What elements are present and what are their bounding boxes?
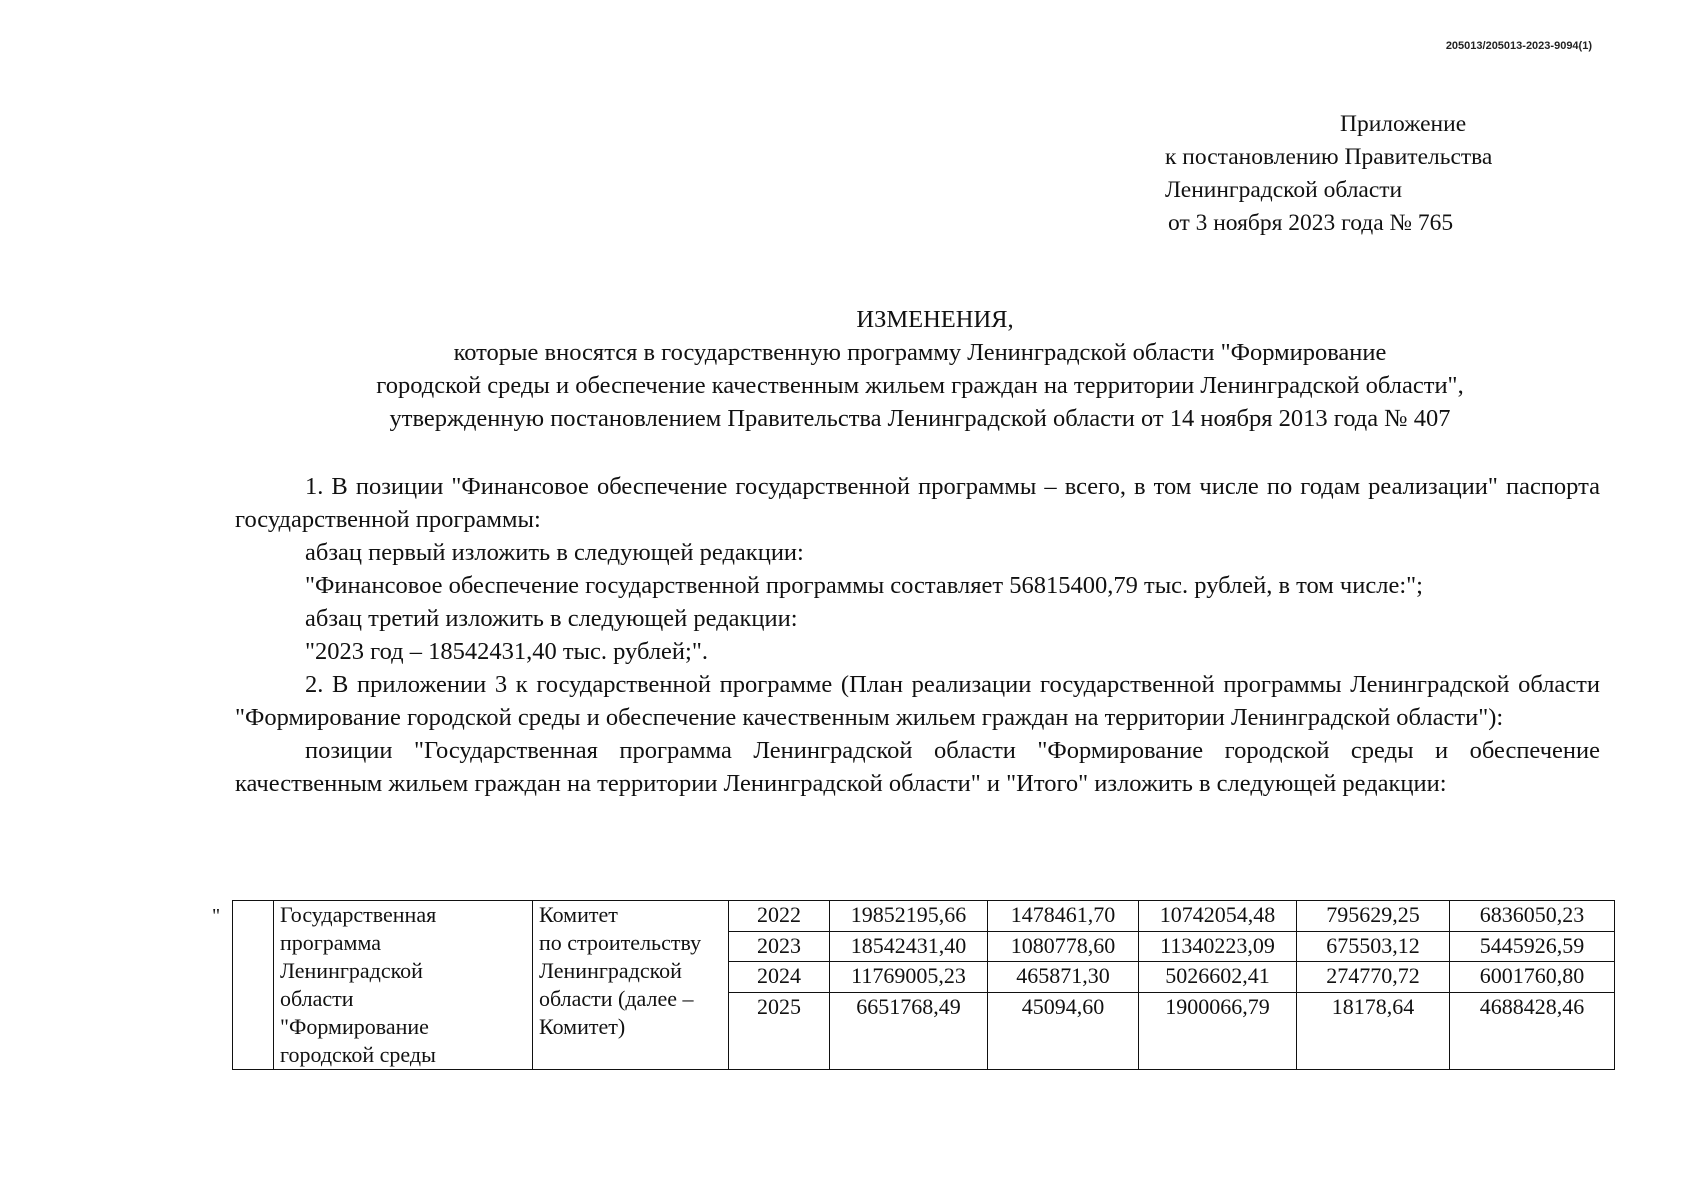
- heading-title: ИЗМЕНЕНИЯ,: [856, 306, 1014, 333]
- org-line: области (далее –: [539, 986, 694, 1011]
- table-cell-total: 6651768,49: [830, 993, 988, 1070]
- table-cell-value: 465871,30: [988, 962, 1139, 993]
- appendix-block: [1165, 108, 1492, 240]
- table-cell-total: 19852195,66: [830, 901, 988, 932]
- table-cell-value: 6836050,23: [1450, 901, 1615, 932]
- paragraph-5: "2023 год – 18542431,40 тыс. рублей;".: [305, 638, 708, 665]
- document-heading: [230, 303, 1610, 435]
- appendix-line: Приложение: [1340, 111, 1467, 137]
- heading-line: утвержденную постановлением Правительства Ленинградской области от 14 ноября 2013 года № 407: [389, 405, 1451, 432]
- table-cell-value: 5026602,41: [1139, 962, 1297, 993]
- program-name-line: Государственная: [280, 902, 437, 927]
- org-line: Ленинградской: [539, 958, 682, 983]
- program-name-line: Ленинградской: [280, 958, 423, 983]
- table-cell-value: 18178,64: [1297, 993, 1450, 1070]
- table-cell-value: 274770,72: [1297, 962, 1450, 993]
- paragraph-3: "Финансовое обеспечение государственной программы составляет 56815400,79 тыс. рублей, в том числе:";: [305, 572, 1423, 599]
- table-cell-value: 4688428,46: [1450, 993, 1615, 1070]
- table-row: [233, 901, 1615, 932]
- table-cell-program-name: [274, 901, 533, 1070]
- appendix-line: к постановлению Правительства: [1165, 144, 1493, 170]
- heading-line: которые вносятся в государственную программу Ленинградской области "Формирование: [453, 339, 1387, 366]
- table-cell-value: 11340223,09: [1139, 931, 1297, 962]
- table-cell-total: 11769005,23: [830, 962, 988, 993]
- table-cell-value: 10742054,48: [1139, 901, 1297, 932]
- table-cell-value: 5445926,59: [1450, 931, 1615, 962]
- heading-line: городской среды и обеспечение качественным жильем граждан на территории Ленинградской области",: [376, 372, 1464, 399]
- table-cell-value: 795629,25: [1297, 901, 1450, 932]
- document-body: [235, 470, 1600, 800]
- table-cell-empty: [233, 901, 274, 1070]
- paragraph-6: 2. В приложении 3 к государственной программе (План реализации государственной программы Ленинградской области "Формирование городской среды и обеспечение качественным жильем граждан на территории Ленинградской области"):: [235, 671, 1600, 731]
- table-cell-year: 2023: [729, 931, 830, 962]
- table-cell-value: 1478461,70: [988, 901, 1139, 932]
- program-name-line: области: [280, 986, 354, 1011]
- paragraph-1: 1. В позиции "Финансовое обеспечение государственной программы – всего, в том числе по годам реализации" паспорта государственной программы:: [235, 473, 1600, 533]
- paragraph-2: абзац первый изложить в следующей редакции:: [305, 539, 804, 566]
- table-cell-year: 2025: [729, 993, 830, 1070]
- table-cell-value: 675503,12: [1297, 931, 1450, 962]
- table-cell-year: 2024: [729, 962, 830, 993]
- program-name-line: программа: [280, 930, 382, 955]
- paragraph-4: абзац третий изложить в следующей редакции:: [305, 605, 798, 632]
- program-name-line: "Формирование: [280, 1014, 429, 1039]
- appendix-line: от 3 ноября 2023 года № 765: [1168, 210, 1454, 236]
- opening-quote: ": [212, 905, 221, 927]
- org-line: Комитет: [539, 902, 618, 927]
- table-cell-value: 45094,60: [988, 993, 1139, 1070]
- plan-table: [232, 900, 1615, 1070]
- table-cell-organization: [533, 901, 729, 1070]
- table-cell-value: 1900066,79: [1139, 993, 1297, 1070]
- table-cell-value: 1080778,60: [988, 931, 1139, 962]
- org-line: по строительству: [539, 930, 702, 955]
- appendix-line: Ленинградской области: [1165, 177, 1403, 203]
- program-name-line: городской среды: [280, 1042, 436, 1067]
- org-line: Комитет): [539, 1014, 626, 1039]
- table-cell-year: 2022: [729, 901, 830, 932]
- table-cell-value: 6001760,80: [1450, 962, 1615, 993]
- table-cell-total: 18542431,40: [830, 931, 988, 962]
- paragraph-7: позиции "Государственная программа Ленинградской области "Формирование городской среды и обеспечение качественным жильем граждан на территории Ленинградской области" и "Итого" изложить в следующей редакции:: [235, 737, 1600, 797]
- document-id: 205013/205013-2023-9094(1): [1445, 40, 1592, 52]
